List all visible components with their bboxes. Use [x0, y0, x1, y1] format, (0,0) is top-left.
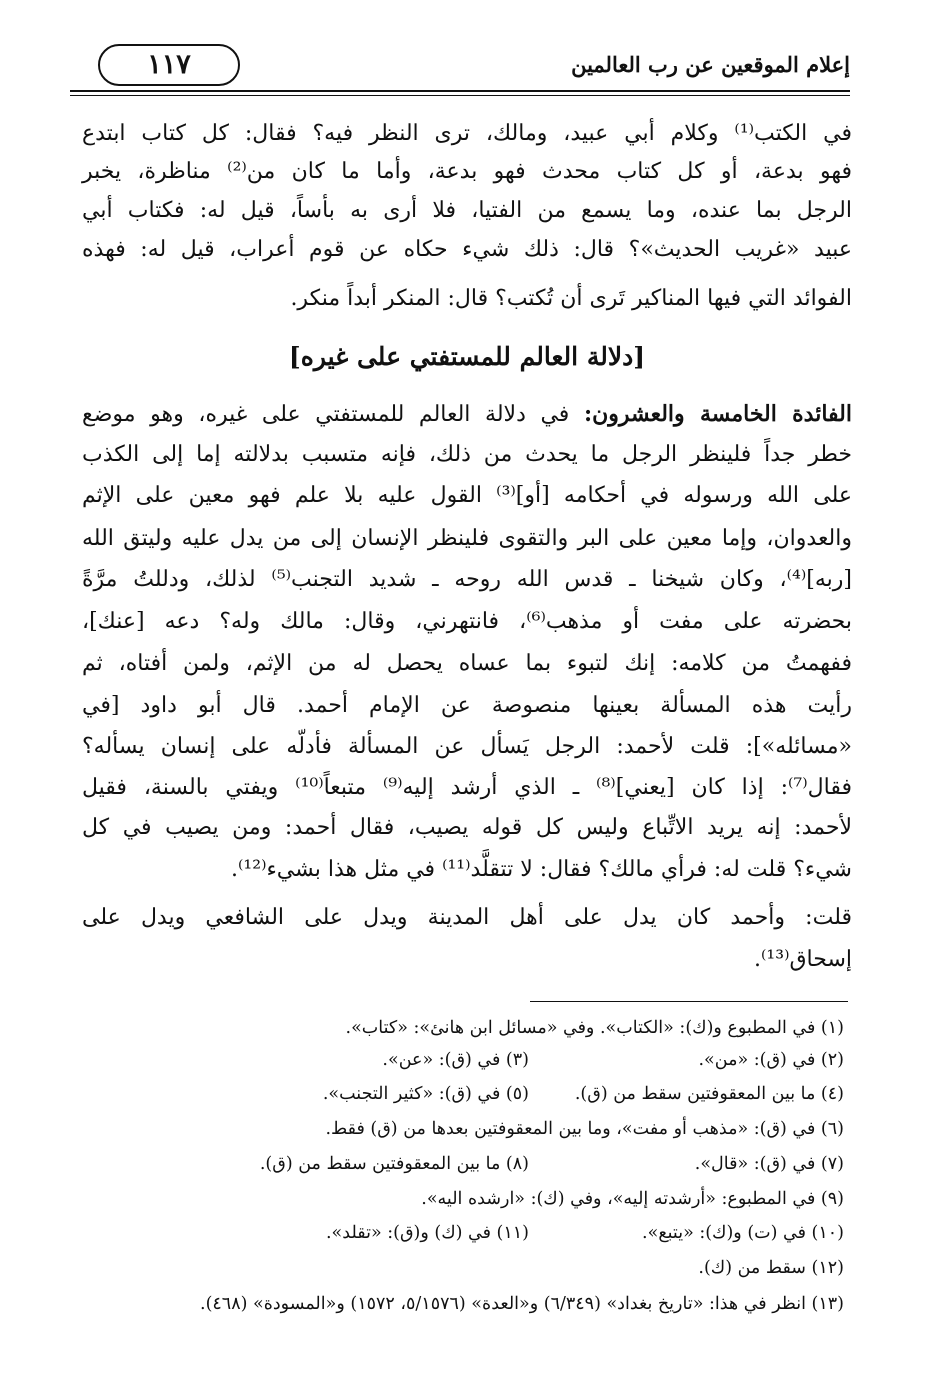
footnote: (٢) في (ق): «من».: [698, 1050, 844, 1070]
body-line: خطر جداً فلينظر الرجل ما يحدث من ذلك، فإنه متسبب بدلالته إما إلى الكذب: [82, 442, 852, 467]
body-line: والعدوان، وإما معين على البر والتقوى فلينظر الإنسان إلى من يدل عليه وليتق الله: [82, 526, 852, 551]
footnote: (٦) في (ق): «مذهب أو مفت»، وما بين المعقوفتين بعدها من (ق) فقط.: [325, 1119, 844, 1139]
body-line: ففهمتُ من كلامه: إنك لتبوء بما عساه يحصل له من الإثم، ولمن أفتاه، ثم: [82, 651, 852, 676]
footnote-row: [74, 1152, 844, 1178]
body-line: الرجل بما عنده، وما يسمع من الفتيا، فلا أرى به بأساً، قيل له: فكتاب أبي: [82, 198, 852, 223]
footnote: (٤) ما بين المعقوفتين سقط من (ق).: [574, 1084, 844, 1104]
body-line: الفوائد التي فيها المناكير تَرى أن تُكتب؟ قال: المنكر أبداً منكر.: [290, 286, 852, 311]
footnote: (٩) في المطبوع: «أرشدته إليه»، وفي (ك): «ارشده اليه».: [421, 1189, 844, 1209]
footnote: (١٣) انظر في هذا: «تاريخ بغداد» (٦/٣٤٩) و«العدة» (٥/١٥٧٦، ١٥٧٢) و«المسودة» (٤٦٨).: [200, 1294, 844, 1314]
page-number: ١١٧: [98, 44, 240, 86]
footnote: (٨) ما بين المعقوفتين سقط من (ق).: [259, 1154, 529, 1174]
body-line: فهو بدعة، أو كل كتاب محدث فهو بدعة، وأما ما كان من⁽²⁾ مناظرة، يخبر: [82, 159, 852, 184]
body-line-rest: في دلالة العالم للمستفتي على غيره، وهو موضع: [82, 402, 584, 427]
body-line: لأحمد: إنه يريد الاتِّباع وليس كل قوله يصيب، فقال أحمد: ومن يصيب في كل: [82, 815, 852, 840]
footnote: (٧) في (ق): «قال».: [694, 1154, 844, 1174]
footnote-row: [74, 1048, 844, 1074]
body-line: عبيد «غريب الحديث»؟ قال: ذلك شيء حكاه عن قوم أعراب، قيل له: فهذه: [82, 237, 852, 262]
footnote: (١١) في (ك) و(ق): «تقلد».: [325, 1223, 529, 1243]
body-line: في الكتب⁽¹⁾ وكلام أبي عبيد، ومالك، ترى النظر فيه؟ فقال: كل كتاب ابتدع: [82, 121, 852, 146]
footnote-row: [74, 1221, 844, 1247]
footnote: (١٠) في (ت) و(ك): «يتبع».: [642, 1223, 844, 1243]
body-line: [ربه]⁽⁴⁾، وكان شيخنا ـ قدس الله روحه ـ شديد التجنب⁽⁵⁾ لذلك، ودللتُ مرَّةً: [82, 567, 852, 592]
body-line: إسحاق⁽¹³⁾.: [754, 947, 852, 972]
footnote: (١٢) سقط من (ك).: [698, 1258, 844, 1278]
header-rule: [70, 90, 850, 92]
footnote: (٥) في (ق): «كثير التجنب».: [322, 1084, 529, 1104]
footnote: (٣) في (ق): «عن».: [382, 1050, 529, 1070]
body-line: على الله ورسوله في أحكامه [أو]⁽³⁾ القول عليه بلا علم فهو معين على الإثم: [82, 483, 852, 508]
body-line: شيء؟ قلت له: فرأي مالك؟ فقال: لا تتقلَّد⁽¹¹⁾ في مثل هذا بشيء⁽¹²⁾.: [231, 857, 852, 882]
body-line: «مسائله»]: قلت لأحمد: الرجل يَسأل عن المسألة فأدلّه على إنسان يسأله؟: [82, 734, 852, 759]
footnote: (١) في المطبوع و(ك): «الكتاب». وفي «مسائل ابن هانئ»: «كتاب».: [345, 1018, 844, 1038]
footnote-row: [74, 1082, 844, 1108]
body-line: بحضرته على مفت أو مذهب⁽⁶⁾، فانتهرني، وقال: مالك وله؟ دعه [عنك]،: [82, 609, 852, 634]
body-line: [82, 399, 852, 431]
body-line: قلت: وأحمد كان يدل على أهل المدينة ويدل على الشافعي ويدل على: [82, 905, 852, 930]
book-title: إعلام الموقعين عن رب العالمين: [571, 52, 850, 77]
footnote-rule: [530, 1001, 848, 1002]
section-heading: [دلالة العالم للمستفتي على غيره]: [288, 342, 646, 371]
header-rule-thin: [70, 95, 850, 96]
body-line: رأيت هذه المسألة بعينها منصوصة عن الإمام أحمد. قال أبو داود [في: [82, 693, 852, 718]
paragraph-lead: الفائدة الخامسة والعشرون:: [583, 401, 853, 427]
running-header: [70, 44, 850, 96]
body-line: فقال⁽⁷⁾: إذا كان [يعني]⁽⁸⁾ ـ الذي أرشد إليه⁽⁹⁾ متبعاً⁽¹⁰⁾ ويفتي بالسنة، فقيل: [82, 775, 852, 800]
